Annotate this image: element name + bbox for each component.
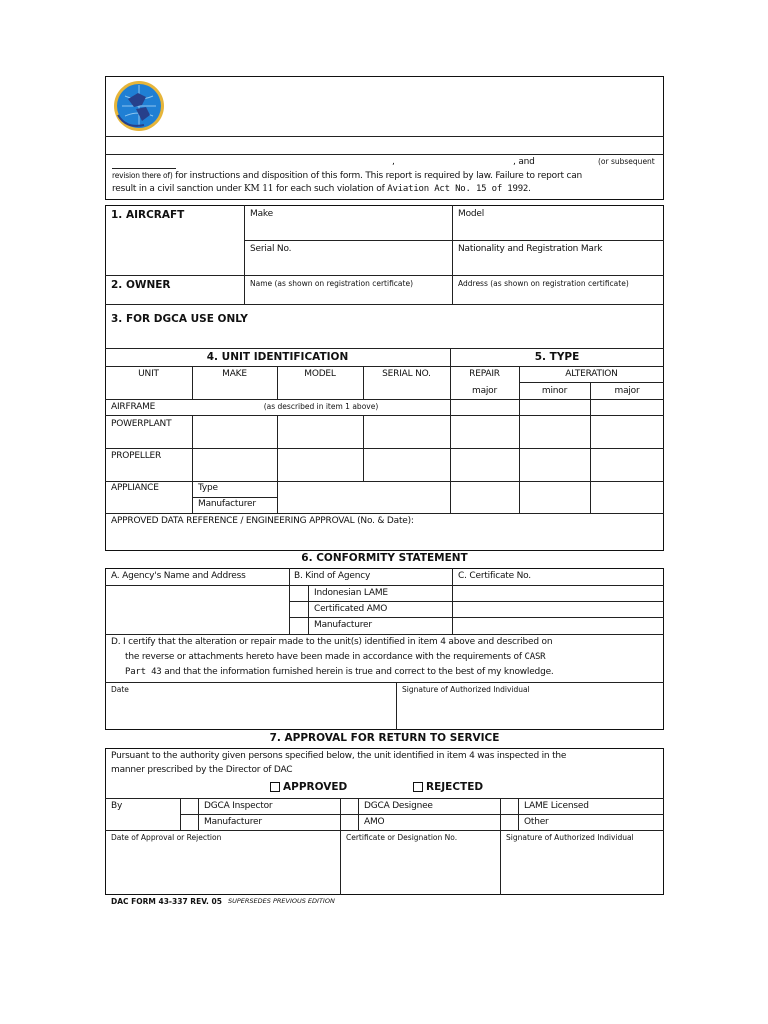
- agency-option-manufacturer[interactable]: Manufacturer: [314, 620, 372, 630]
- agency-name-label: A. Agency's Name and Address: [111, 571, 246, 581]
- owner-label: 2. OWNER: [111, 279, 171, 291]
- divider: [105, 348, 664, 349]
- certificate-no-label: C. Certificate No.: [458, 571, 531, 581]
- appliance-type: Type: [198, 483, 218, 493]
- signature-label: Signature of Authorized Individual: [402, 685, 530, 694]
- by-dgca-inspector[interactable]: DGCA Inspector: [204, 801, 273, 811]
- dgca-logo: [112, 79, 166, 133]
- row-propeller: PROPELLER: [111, 451, 162, 461]
- divider: [308, 585, 309, 634]
- divider: [452, 205, 453, 304]
- col-unit: UNIT: [138, 369, 159, 379]
- divider: [289, 617, 664, 618]
- header-box: [105, 76, 664, 200]
- dgca-use-label: 3. FOR DGCA USE ONLY: [111, 313, 248, 325]
- divider: [289, 601, 664, 602]
- by-dgca-designee[interactable]: DGCA Designee: [364, 801, 433, 811]
- divider: [500, 798, 501, 895]
- by-amo[interactable]: AMO: [364, 817, 385, 827]
- divider: [105, 798, 664, 799]
- aircraft-label: 1. AIRCRAFT: [111, 209, 185, 221]
- divider: [105, 304, 664, 305]
- blank-line: [112, 168, 176, 169]
- row-appliance: APPLIANCE: [111, 483, 159, 493]
- divider: [105, 154, 664, 155]
- col-make: MAKE: [222, 369, 247, 379]
- col-alteration-minor: minor: [541, 386, 568, 396]
- divider: [105, 682, 664, 683]
- pursuant-line-1: Pursuant to the authority given persons specified below, the unit identified in item 4 was inspected in the: [111, 751, 567, 761]
- rejected-option[interactable]: REJECTED: [413, 781, 483, 793]
- divider: [340, 798, 341, 895]
- col-alteration-major: major: [614, 386, 640, 396]
- by-lame-licensed[interactable]: LAME Licensed: [524, 801, 589, 811]
- kind-of-agency-label: B. Kind of Agency: [294, 571, 371, 581]
- date-label: Date: [111, 685, 129, 694]
- row-powerplant: POWERPLANT: [111, 419, 172, 429]
- divider: [277, 415, 278, 513]
- approval-signature-label: Signature of Authorized Individual: [506, 833, 634, 842]
- model-label: Model: [458, 209, 485, 219]
- col-serial: SERIAL NO.: [382, 369, 431, 379]
- serial-label: Serial No.: [250, 244, 292, 254]
- make-label: Make: [250, 209, 273, 219]
- owner-address-label: Address (as shown on registration certificate): [458, 279, 629, 288]
- divider: [192, 415, 193, 513]
- agency-option-lame[interactable]: Indonesian LAME: [314, 588, 388, 598]
- divider: [396, 682, 397, 730]
- certify-line-3: Part 43 and that the information furnished herein is true and correct to the best of my knowledge.: [125, 667, 554, 677]
- divider: [105, 136, 664, 137]
- intro-line-1: revision there of) for instructions and disposition of this form. This report is required by law. Failure to report can: [112, 171, 583, 181]
- col-alteration: ALTERATION: [565, 369, 618, 379]
- agency-option-amo[interactable]: Certificated AMO: [314, 604, 388, 614]
- divider: [105, 585, 664, 586]
- divider: [105, 448, 664, 449]
- divider: [105, 275, 664, 276]
- by-manufacturer[interactable]: Manufacturer: [204, 817, 262, 827]
- divider: [180, 814, 664, 815]
- approved-checkbox[interactable]: [270, 782, 280, 792]
- col-model: MODEL: [304, 369, 336, 379]
- divider: [105, 399, 664, 400]
- divider: [519, 382, 664, 383]
- intro-and: , and: [513, 157, 535, 167]
- row-airframe: AIRFRAME: [111, 402, 156, 412]
- pursuant-line-2: manner prescribed by the Director of DAC: [111, 765, 293, 775]
- type-title: 5. TYPE: [534, 351, 580, 363]
- intro-comma: ,: [392, 157, 395, 167]
- intro-subsequent: (or subsequent: [598, 157, 655, 166]
- owner-name-label: Name (as shown on registration certificate): [250, 279, 413, 288]
- appliance-manufacturer: Manufacturer: [198, 499, 256, 509]
- conformity-title: 6. CONFORMITY STATEMENT: [301, 552, 468, 564]
- col-repair-major: major: [472, 386, 497, 396]
- date-approval-label: Date of Approval or Rejection: [111, 833, 222, 842]
- certify-line-1: D. I certify that the alteration or repair made to the unit(s) identified in item 4 above and described on: [111, 637, 553, 647]
- airframe-note: (as described in item 1 above): [263, 402, 379, 411]
- by-other[interactable]: Other: [524, 817, 549, 827]
- approved-data-label: APPROVED DATA REFERENCE / ENGINEERING APPROVAL (No. & Date):: [111, 516, 414, 526]
- cert-designation-label: Certificate or Designation No.: [346, 833, 458, 842]
- divider: [105, 513, 664, 514]
- divider: [105, 830, 664, 831]
- approved-option[interactable]: APPROVED: [270, 781, 347, 793]
- divider: [192, 497, 277, 498]
- divider: [105, 366, 664, 367]
- rejected-checkbox[interactable]: [413, 782, 423, 792]
- divider: [244, 205, 245, 304]
- supersedes-note: SUPERSEDES PREVIOUS EDITION: [228, 897, 335, 905]
- form-number: DAC FORM 43-337 REV. 05: [111, 897, 222, 906]
- divider: [244, 240, 664, 241]
- by-label: By: [111, 801, 123, 811]
- col-repair: REPAIR: [469, 369, 500, 379]
- divider: [105, 481, 664, 482]
- unit-id-title: 4. UNIT IDENTIFICATION: [206, 351, 349, 363]
- divider: [105, 415, 664, 416]
- intro-line-2: result in a civil sanction under KM 11 for each such violation of Aviation Act No. 15 of 1992.: [112, 184, 531, 194]
- approval-title: 7. APPROVAL FOR RETURN TO SERVICE: [269, 732, 500, 744]
- certify-line-2: the reverse or attachments hereto have been made in accordance with the requirements of CASR: [125, 652, 546, 662]
- nationality-label: Nationality and Registration Mark: [458, 244, 603, 254]
- divider: [105, 634, 664, 635]
